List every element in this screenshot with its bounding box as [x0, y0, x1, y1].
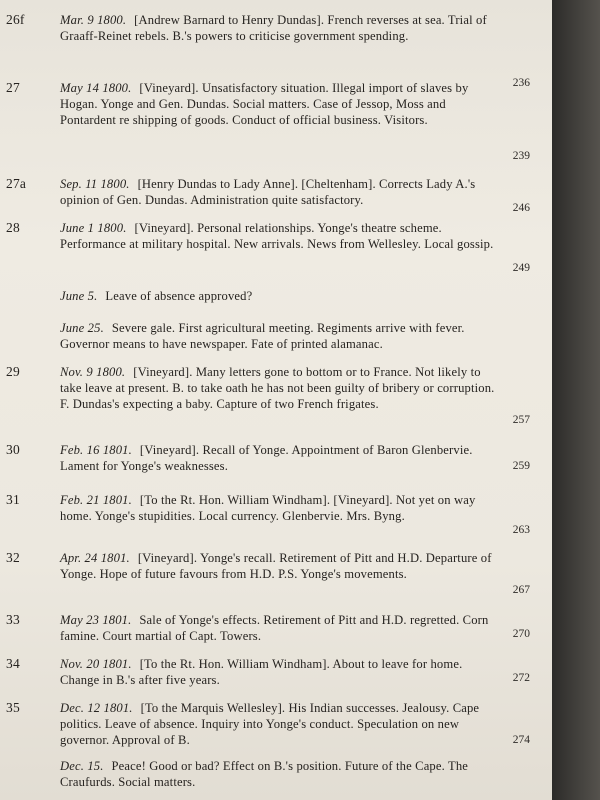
entry-summary: Leave of absence approved?	[105, 289, 253, 303]
entry-summary: [Vineyard]. Personal relationships. Yonge's theatre scheme. Performance at military hospital. New arrivals. News from Wellesley. Local gossip.	[60, 221, 494, 251]
entry-date: Feb. 16 1801.	[60, 443, 132, 457]
entry-number: 35	[6, 700, 20, 715]
entry-number: 32	[6, 550, 20, 565]
entry-number: 34	[6, 656, 20, 671]
entry-number: 27	[6, 80, 20, 95]
page-reference: 239	[512, 150, 530, 162]
entry-number: 30	[6, 442, 20, 457]
entry-summary: [Vineyard]. Yonge's recall. Retirement of Pitt and H.D. Departure of Yonge. Hope of future favours from H.D. P.S. Yonge's movements.	[60, 551, 492, 581]
page-reference: 246	[512, 202, 530, 214]
entry-number: 26f	[6, 12, 25, 27]
entry-summary: [Vineyard]. Recall of Yonge. Appointment of Baron Glenbervie. Lament for Yonge's weaknesses.	[60, 443, 473, 473]
entry-text	[60, 550, 500, 582]
page-reference: 259	[512, 460, 530, 472]
entry-date: Nov. 9 1800.	[60, 365, 126, 379]
entry-summary: Sale of Yonge's effects. Retirement of Pitt and H.D. regretted. Corn famine. Court martial of Capt. Towers.	[60, 613, 489, 643]
entry-summary: [To the Marquis Wellesley]. His Indian successes. Jealousy. Cape politics. Leave of absence. Inquiry into Yonge's conduct. Speculation on new governor. Approval of B.	[60, 701, 480, 747]
entry-summary: Peace! Good or bad? Effect on B.'s position. Future of the Cape. The Craufurds. Social matters.	[60, 759, 469, 789]
entry-date: June 1 1800.	[60, 221, 127, 235]
page-reference: 257	[512, 414, 530, 426]
page-reference: 274	[512, 734, 530, 746]
page-reference: 236	[512, 77, 530, 89]
entry-text	[60, 758, 500, 790]
entry-text	[60, 492, 500, 524]
entry-date: Mar. 9 1800.	[60, 13, 127, 27]
page-reference: 272	[512, 672, 530, 684]
entry-summary: Severe gale. First agricultural meeting. Regiments arrive with fever. Governor means to have newspaper. Fate of printed alamanac.	[60, 321, 465, 351]
entry-text	[60, 364, 500, 412]
entry-date: May 23 1801.	[60, 613, 132, 627]
entry-summary: [To the Rt. Hon. William Windham]. [Vineyard]. Not yet on way home. Yonge's stupidities. Local currency. Glenbervie. Mrs. Byng.	[60, 493, 476, 523]
entry-text	[60, 220, 500, 252]
entry-date: Apr. 24 1801.	[60, 551, 130, 565]
entry-text	[60, 612, 500, 644]
entry-summary: [Vineyard]. Unsatisfactory situation. Illegal import of slaves by Hogan. Yonge and Gen. Dundas. Social matters. Case of Jessop, Moss and Pontardent re shipping of goods. Conduct of official business. Visitors.	[60, 81, 469, 127]
page-reference: 263	[512, 524, 530, 536]
entry-date: June 5.	[60, 289, 98, 303]
entry-text	[60, 700, 500, 748]
entry-date: Nov. 20 1801.	[60, 657, 132, 671]
page-reference: 270	[512, 628, 530, 640]
entry-number: 29	[6, 364, 20, 379]
entry-date: June 25.	[60, 321, 104, 335]
entry-number: 31	[6, 492, 20, 507]
entry-number: 28	[6, 220, 20, 235]
entry-text	[60, 12, 500, 44]
entry-date: Sep. 11 1800.	[60, 177, 130, 191]
entry-text	[60, 656, 500, 688]
page-reference: 249	[512, 262, 530, 274]
background-shadow	[552, 0, 600, 800]
entry-summary: [Andrew Barnard to Henry Dundas]. French reverses at sea. Trial of Graaff-Reinet rebels. B.'s powers to criticise government spending.	[60, 13, 487, 43]
entry-summary: [To the Rt. Hon. William Windham]. About to leave for home. Change in B.'s after five years.	[60, 657, 463, 687]
entry-date: Feb. 21 1801.	[60, 493, 132, 507]
entry-number: 27a	[6, 176, 27, 191]
entry-summary: [Vineyard]. Many letters gone to bottom or to France. Not likely to take leave at present. B. to take oath he has not been guilty of bribery or corruption. F. Dundas's expecting a baby. Capture of two French frigates.	[60, 365, 495, 411]
entry-date: Dec. 12 1801.	[60, 701, 133, 715]
entry-text	[60, 288, 500, 304]
entry-text	[60, 80, 500, 128]
page-reference: 267	[512, 584, 530, 596]
entry-number: 33	[6, 612, 20, 627]
entry-date: Dec. 15.	[60, 759, 104, 773]
entry-text	[60, 320, 500, 352]
entry-summary: [Henry Dundas to Lady Anne]. [Cheltenham]. Corrects Lady A.'s opinion of Gen. Dundas. Administration quite satisfactory.	[60, 177, 476, 207]
entry-date: May 14 1800.	[60, 81, 132, 95]
entry-text	[60, 176, 500, 208]
entry-text	[60, 442, 500, 474]
